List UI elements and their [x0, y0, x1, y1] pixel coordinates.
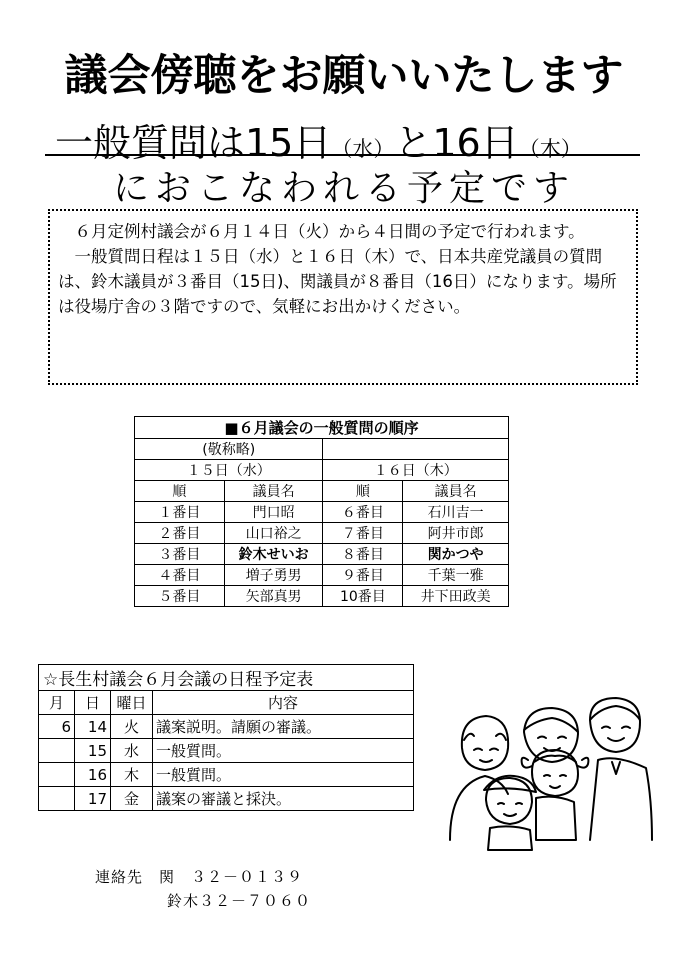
order-cell: ８番目 — [323, 544, 403, 565]
col-name-header: 議員名 — [224, 481, 323, 502]
subtitle-part-c: と16日 — [394, 121, 519, 165]
col-order-header: 順 — [135, 481, 225, 502]
table-row — [135, 586, 509, 607]
schedule-content: 議案の審議と採決。 — [153, 787, 414, 811]
notice-paragraph-1: ６月定例村議会が６月１４日（火）から４日間の予定で行われます。 — [74, 222, 585, 241]
schedule-month — [39, 763, 75, 787]
member-name: 山口裕之 — [224, 523, 323, 544]
col-name-header: 議員名 — [403, 481, 509, 502]
order-cell: ７番目 — [323, 523, 403, 544]
order-cell: ９番目 — [323, 565, 403, 586]
subtitle-scheduled: におこなわれる予定です — [112, 168, 575, 209]
table-row — [135, 523, 509, 544]
col-order-header: 順 — [323, 481, 403, 502]
father-figure — [590, 698, 652, 840]
schedule-month: 6 — [39, 715, 75, 739]
order-day1-header: １５日（水） — [135, 460, 323, 481]
notice-box — [48, 209, 638, 385]
schedule-header-day: 日 — [75, 691, 111, 715]
table-row — [39, 739, 414, 763]
order-cell: ４番目 — [135, 565, 225, 586]
schedule-weekday: 水 — [111, 739, 153, 763]
member-name: 門口昭 — [224, 502, 323, 523]
contact-line-1: 連絡先 関 ３２－０１３９ — [95, 868, 304, 886]
schedule-caption: ☆長生村議会６月会議の日程予定表 — [39, 665, 414, 691]
order-cell: ５番目 — [135, 586, 225, 607]
contact-info — [95, 865, 311, 913]
member-name-highlight: 関かつや — [403, 544, 509, 565]
member-name: 阿井市郎 — [403, 523, 509, 544]
schedule-day: 16 — [75, 763, 111, 787]
schedule-header-weekday: 曜日 — [111, 691, 153, 715]
order-table-caption: ■６月議会の一般質問の順序 — [135, 417, 509, 439]
notice-paragraph-2: 一般質問日程は１５日（水）と１６日（木）で、日本共産党議員の質問は、鈴木議員が３番目（15日)、関議員が８番目（16日）になります。場所は役場庁舎の３階ですので、気軽にお出かけください。 — [58, 247, 617, 316]
main-title: 議会傍聴をお願いいたします — [64, 51, 624, 101]
order-cell: １番目 — [135, 502, 225, 523]
order-table-note: (敬称略) — [135, 439, 323, 460]
member-name-highlight: 鈴木せいお — [224, 544, 323, 565]
member-name: 石川吉一 — [403, 502, 509, 523]
schedule-content: 一般質問。 — [153, 763, 414, 787]
order-cell: 10番目 — [323, 586, 403, 607]
table-row — [135, 544, 509, 565]
member-name: 増子勇男 — [224, 565, 323, 586]
subtitle-dates — [55, 112, 582, 167]
schedule-header-month: 月 — [39, 691, 75, 715]
subtitle-weekday-wed: （水） — [331, 137, 395, 161]
table-row — [39, 763, 414, 787]
table-row — [39, 715, 414, 739]
subtitle-weekday-thu: （木） — [518, 137, 582, 161]
contact-line-2: 鈴木３２－７０６０ — [167, 892, 312, 910]
schedule-day: 15 — [75, 739, 111, 763]
table-row — [135, 565, 509, 586]
table-row — [135, 502, 509, 523]
question-order-table — [134, 416, 509, 607]
subtitle-part-a: 一般質問は15日 — [55, 121, 332, 165]
boy-figure — [484, 776, 536, 850]
member-name: 井下田政美 — [403, 586, 509, 607]
title-underline — [45, 154, 640, 156]
schedule-table — [38, 664, 414, 811]
table-row — [39, 787, 414, 811]
member-name: 千葉一雅 — [403, 565, 509, 586]
schedule-weekday: 木 — [111, 763, 153, 787]
order-cell: ３番目 — [135, 544, 225, 565]
schedule-header-content: 内容 — [153, 691, 414, 715]
family-illustration — [440, 690, 655, 855]
schedule-day: 17 — [75, 787, 111, 811]
order-day2-header: １６日（木） — [323, 460, 509, 481]
schedule-month — [39, 739, 75, 763]
schedule-content: 一般質問。 — [153, 739, 414, 763]
order-cell: ６番目 — [323, 502, 403, 523]
member-name: 矢部真男 — [224, 586, 323, 607]
schedule-weekday: 金 — [111, 787, 153, 811]
schedule-weekday: 火 — [111, 715, 153, 739]
schedule-content: 議案説明。請願の審議。 — [153, 715, 414, 739]
schedule-day: 14 — [75, 715, 111, 739]
order-cell: ２番目 — [135, 523, 225, 544]
schedule-month — [39, 787, 75, 811]
